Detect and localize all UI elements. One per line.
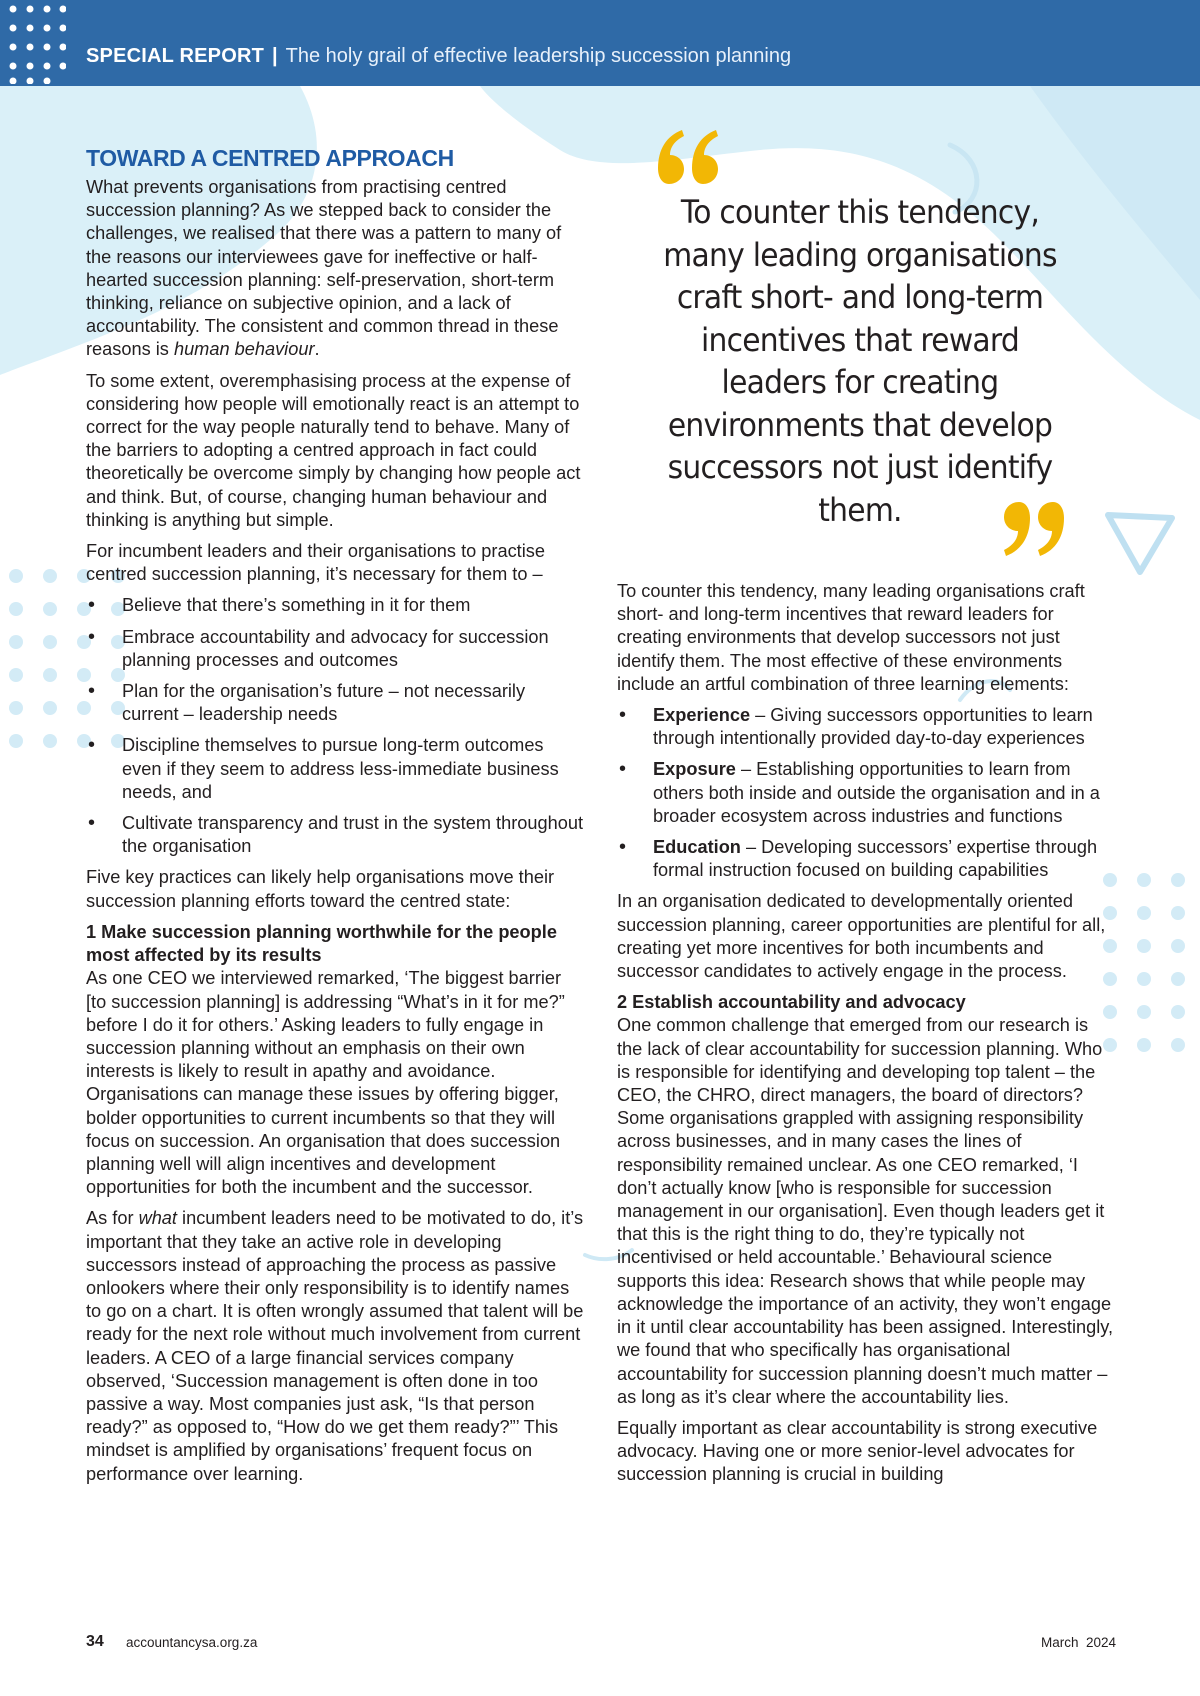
footer-date: March 2024 <box>1040 1635 1116 1650</box>
footer-website: accountancysa.org.za <box>126 1635 258 1650</box>
subheading: 2 Establish accountability and advocacy <box>617 992 966 1013</box>
paragraph: For incumbent leaders and their organisations to practise centred succession planning, it’s necessary for them to – <box>86 541 545 585</box>
paragraph: One common challenge that emerged from our research is the lack of clear accountability for succession planning. Who is responsible for identifying and developing top talent – the CEO, the CHRO, direct managers, the board of directors? Some organisations grappled with assigning responsibility across businesses, and in many cases the lines of responsibility remained unclear. As one CEO remarked, ‘I don’t actually know [who is responsible for succession management in our organisation]. Even though leaders get it that this is the right thing to do, they’re typically not incentivised or held accountable.’ Behavioural science supports this idea: Research shows that while people may acknowledge the importance of an activity, they won’t engage in it until clear accountability has been assigned. Interestingly, we found that who specifically has organisational accountability for succession planning doesn’t much matter – as long as it’s clear where the accountability lies. <box>617 1015 1114 1407</box>
bullet-list <box>86 594 586 858</box>
dot-grid-icon <box>6 4 66 84</box>
right-column <box>617 580 1117 1495</box>
emphasis-text: what <box>138 1208 177 1229</box>
term-label: Experience <box>653 705 751 726</box>
paragraph: Five key practices can likely help organisations move their succession planning efforts toward the centred state: <box>86 867 555 911</box>
term-label: Education <box>653 837 741 858</box>
paragraph-text: What prevents organisations from practising centred succession planning? As we stepped back to consider the challenges, we realised that there was a pattern to many of the reasons our interviewees gave for ineffective or half-hearted succession planning: self-preservation, short-term thinking, reliance on subjective opinion, and a lack of accountability. The consistent and common thread in these reasons is <box>86 177 562 360</box>
paragraph <box>86 1207 586 1485</box>
term-description: – Establishing opportunities to learn from others both inside and outside the organisation and in a broader ecosystem across industries and functions <box>653 759 1100 826</box>
paragraph-text: . <box>314 339 320 360</box>
close-quote-icon <box>998 500 1068 558</box>
subheading: 1 Make succession planning worthwhile for the people most affected by its results <box>86 921 557 966</box>
report-header <box>0 0 1200 86</box>
open-quote-icon <box>654 128 724 186</box>
list-item: • Discipline themselves to pursue long-term outcomes even if they seem to address less-immediate business needs, and <box>86 734 586 804</box>
list-item <box>617 758 1117 828</box>
header-separator: | <box>272 45 278 67</box>
paragraph: In an organisation dedicated to developmentally oriented succession planning, career opportunities are plentiful for all, creating yet more incentives for both incumbents and successor candidates to actively engage in the process. <box>617 891 1106 982</box>
paragraph <box>86 176 586 362</box>
pull-quote-text: To counter this tendency, many leading organisations craft short- and long-term incentives that reward leaders for creating environments that develop successors not just identify them. <box>663 193 1057 529</box>
paragraph: To counter this tendency, many leading organisations craft short- and long-term incentives that reward leaders for creating environments that develop successors not just identify them. The most effective of these environments include an artful combination of three learning elements: <box>617 581 1085 694</box>
section-label: SPECIAL REPORT <box>86 45 265 67</box>
report-title: The holy grail of effective leadership succession planning <box>285 45 792 67</box>
paragraph: Equally important as clear accountability is strong executive advocacy. Having one or more senior-level advocates for succession planning is crucial in building <box>617 1417 1098 1485</box>
list-item <box>617 704 1117 750</box>
paragraph-text: incumbent leaders need to be motivated to do, it’s important that they take an active role in developing successors instead of approaching the process as passive onlookers where their only responsibility is to identify names to go on a chart. It is often wrongly assumed that talent will be ready for the next role without much involvement from current leaders. A CEO of a large financial services company observed, ‘Succession management is often done in too passive a way. Most companies just ask, “Is that person ready?” as opposed to, “How do we get them ready?”’ This mindset is amplified by organisations’ frequent focus on performance over learning. <box>86 1208 584 1484</box>
page-number: 34 <box>86 1633 104 1650</box>
paragraph: As one CEO we interviewed remarked, ‘The biggest barrier [to succession planning] is addressing “What’s in it for me?” before I do it for others.’ Asking leaders to fully engage in succession planning without an emphasis on their own interests is likely to result in apathy and avoidance. Organisations can manage these issues by offering bigger, bolder opportunities to current incumbents so that they will focus on succession. An organisation that does succession planning well will align incentives and development opportunities for both the incumbent and the successor. <box>86 968 565 1198</box>
bullet-list <box>617 704 1117 882</box>
list-item: • Embrace accountability and advocacy for succession planning processes and outcomes <box>86 626 586 672</box>
pull-quote <box>638 128 1082 558</box>
paragraph: To some extent, overemphasising process at the expense of considering how people will emotionally react is an attempt to correct for the way people naturally tend to behave. Many of the barriers to adopting a centred approach in fact could theoretically be overcome simply by changing how people act and think. But, of course, changing human behaviour and thinking is anything but simple. <box>86 370 581 530</box>
list-item: • Plan for the organisation’s future – not necessarily current – leadership needs <box>86 680 586 726</box>
term-label: Exposure <box>653 759 736 780</box>
list-item <box>617 836 1117 882</box>
header-title <box>86 45 791 68</box>
emphasis-text: human behaviour <box>173 339 315 360</box>
list-item: • Cultivate transparency and trust in the system throughout the organisation <box>86 812 586 858</box>
paragraph-text: As for <box>86 1208 139 1229</box>
left-column <box>86 144 586 1494</box>
term-description: – Developing successors’ expertise through formal instruction focused on building capabilities <box>653 837 1098 881</box>
term-description: – Giving successors opportunities to learn through intentionally provided day-to-day experiences <box>653 705 1093 749</box>
list-item: • Believe that there’s something in it for them <box>86 594 586 617</box>
section-heading: TOWARD A CENTRED APPROACH <box>86 145 454 171</box>
